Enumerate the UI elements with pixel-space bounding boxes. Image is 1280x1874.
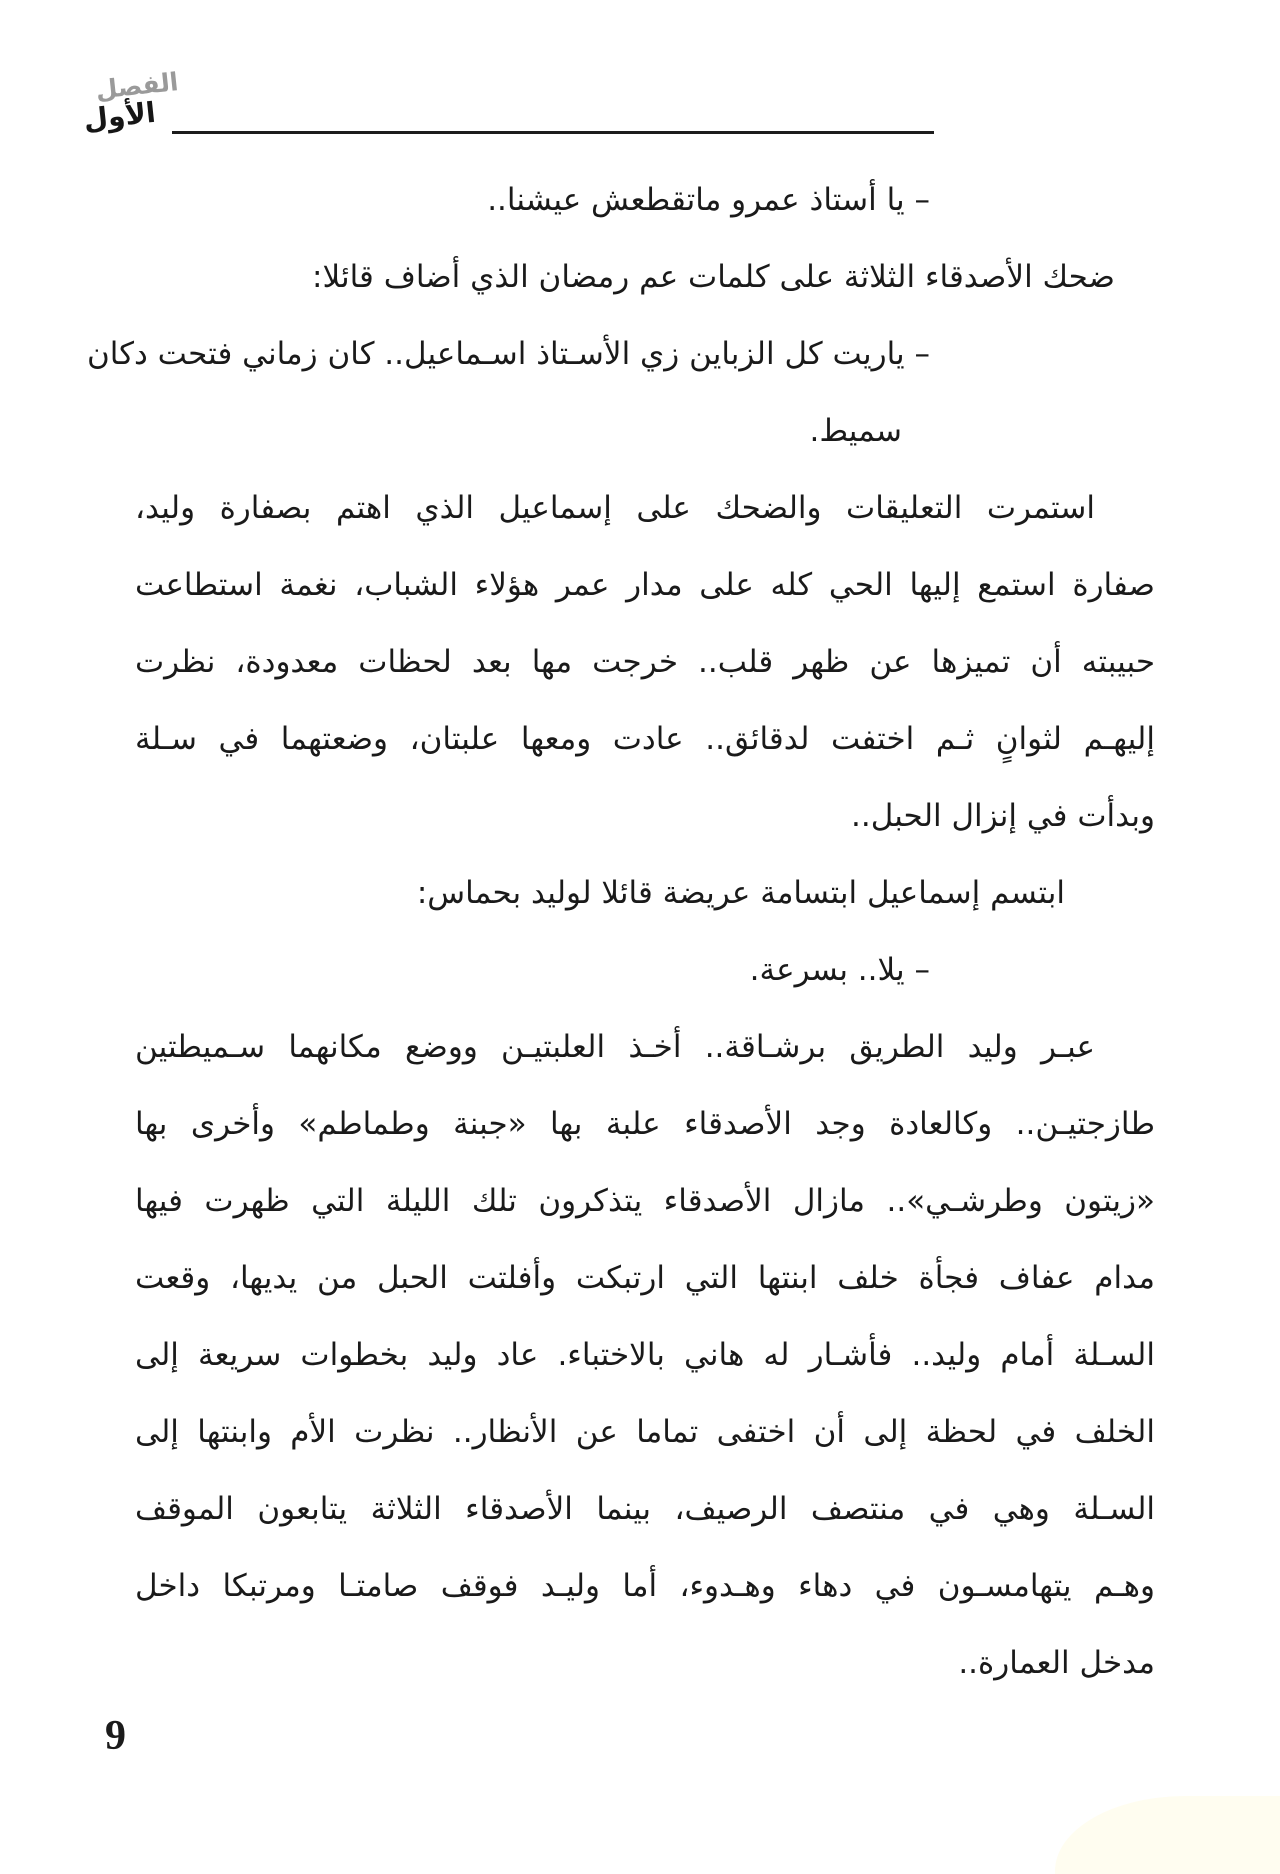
chapter-word-label: الفصل [94,67,180,105]
dialogue-continuation-line: سميط. [809,413,902,449]
narrative-line: استمرت التعليقات والضحك على إسماعيل الذي اهتم بصفارة وليد، [135,490,1095,526]
narrative-line: طازجتيـن.. وكالعادة وجد الأصدقاء علبة بها «جبنة وطماطم» وأخرى بها [135,1106,1155,1142]
narrative-line: السـلة أمام وليد.. فأشـار له هاني بالاختباء. عاد وليد بخطوات سريعة إلى [135,1337,1155,1373]
narrative-line: عبـر وليد الطريق برشـاقة.. أخـذ العلبتيـن ووضع مكانهما سـميطتين [135,1029,1095,1065]
narrative-line: السـلة وهي في منتصف الرصيف، بينما الأصدقاء الثلاثة يتابعون الموقف [135,1491,1155,1527]
narrative-line: إليهـم لثوانٍ ثـم اختفت لدقائق.. عادت ومعها علبتان، وضعتهما في سـلة [135,721,1155,757]
chapter-header [79,67,184,137]
dialogue-line: – يلا.. بسرعة. [749,952,930,988]
narrative-line: حبيبته أن تميزها عن ظهر قلب.. خرجت مها بعد لحظات معدودة، نظرت [135,644,1155,680]
narrative-line: مدام عفاف فجأة خلف ابنتها التي ارتبكت وأفلتت الحبل من يديها، وقعت [135,1260,1155,1296]
narrative-line: الخلف في لحظة إلى أن اختفى تماما عن الأنظار.. نظرت الأم وابنتها إلى [135,1414,1155,1450]
narrative-line: ابتسم إسماعيل ابتسامة عريضة قائلا لوليد بحماس: [416,875,1065,911]
page-number: 9 [105,1713,126,1759]
narrative-line: «زيتون وطرشـي».. مازال الأصدقاء يتذكرون تلك الليلة التي ظهرت فيها [135,1183,1155,1219]
narrative-line: صفارة استمع إليها الحي كله على مدار عمر هؤلاء الشباب، نغمة استطاعت [135,567,1155,603]
header-rule [172,131,934,134]
dialogue-line: – يا أستاذ عمرو ماتقطعش عيشنا.. [487,182,930,218]
chapter-ordinal-label: الأول [81,95,158,137]
body-text [87,162,1155,1702]
narrative-line: وبدأت في إنزال الحبل.. [851,798,1155,834]
narrative-line: ضحك الأصدقاء الثلاثة على كلمات عم رمضان الذي أضاف قائلا: [312,259,1115,295]
dialogue-line: – ياريت كل الزباين زي الأسـتاذ اسـماعيل.. كان زماني فتحت دكان [87,336,930,372]
narrative-line: وهـم يتهامسـون في دهاء وهـدوء، أما وليـد فوقف صامتـا ومرتبكا داخل [135,1568,1155,1604]
narrative-line: مدخل العمارة.. [958,1645,1155,1681]
page-corner-tint [1055,1796,1280,1874]
